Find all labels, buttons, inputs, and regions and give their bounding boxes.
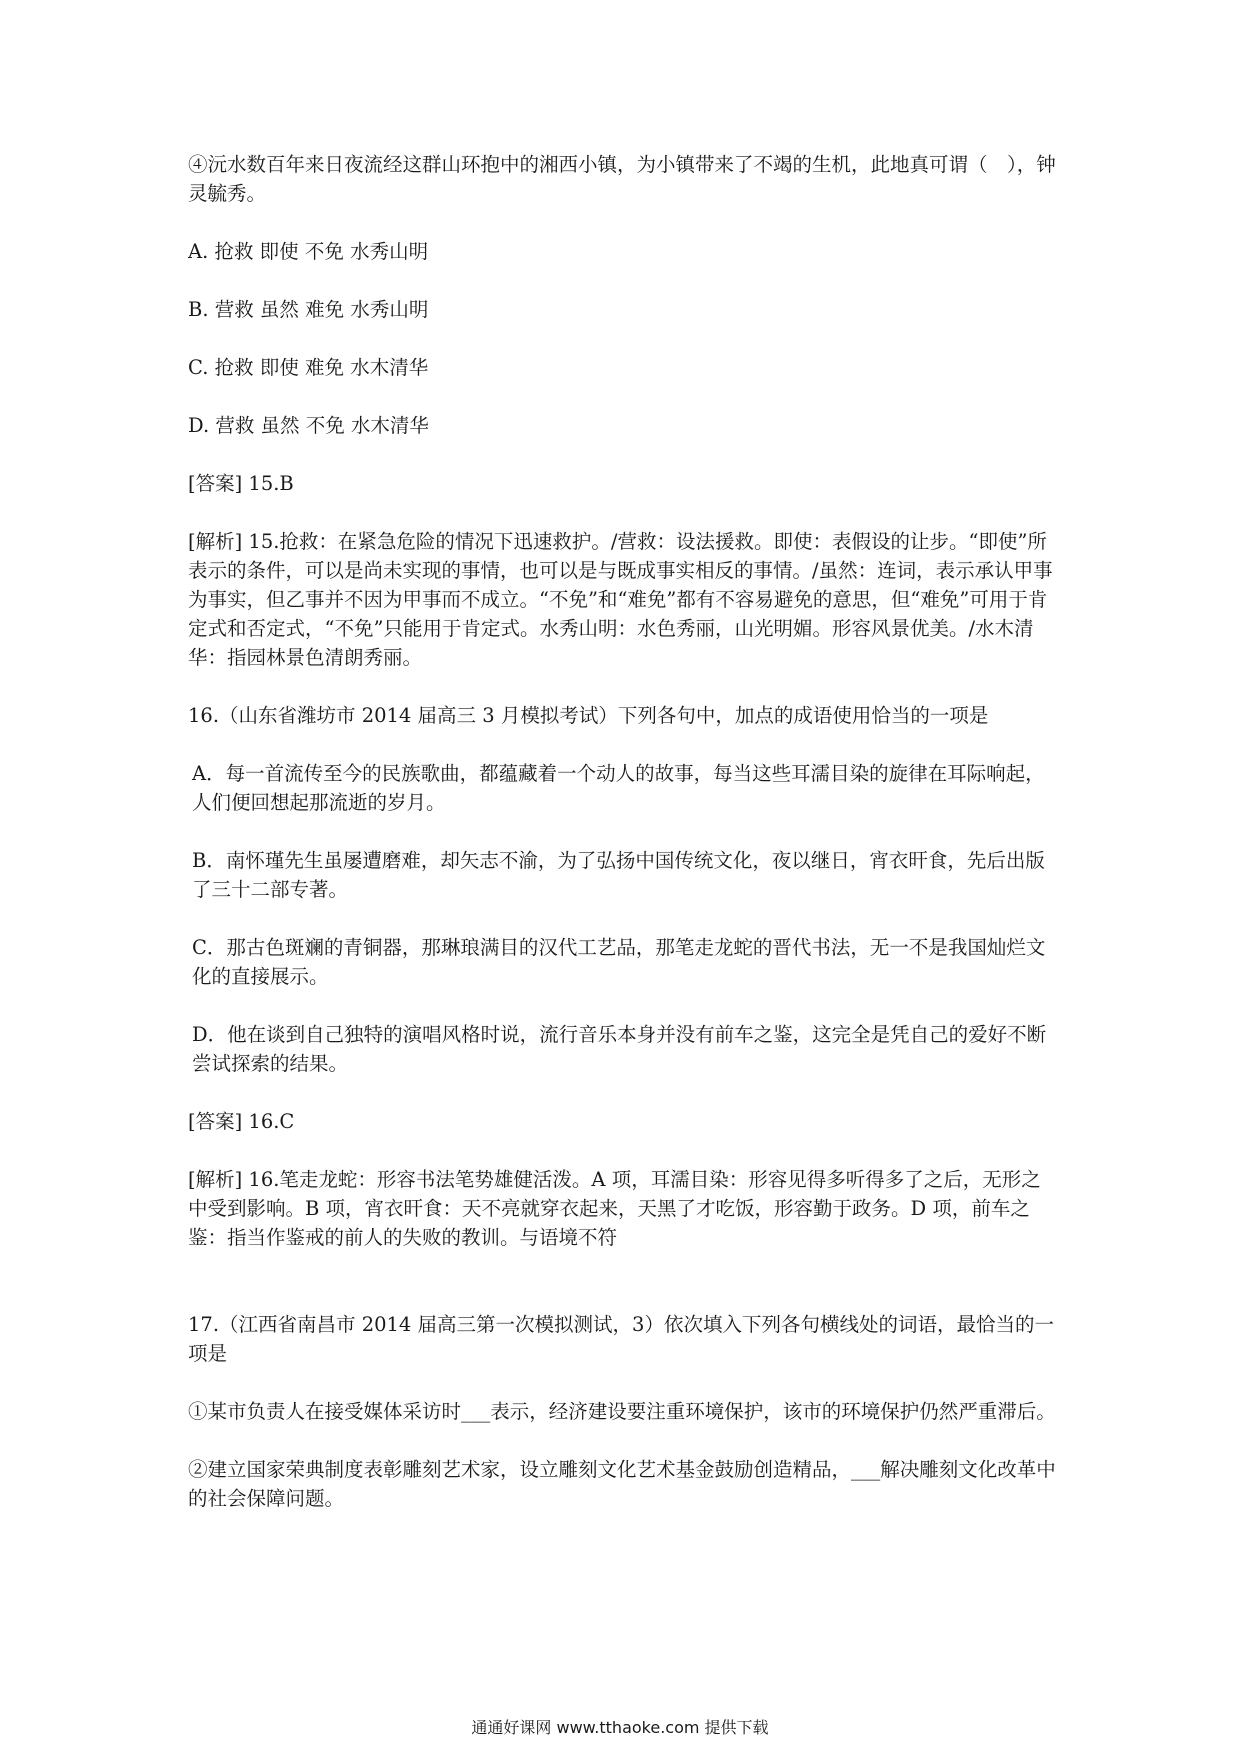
q15-answer: [答案] 15.B [188, 472, 294, 495]
q17-stem: 17.（江西省南昌市 2014 届高三第一次模拟测试，3）依次填入下列各句横线处的词语，最恰当的一项是 [188, 1313, 1054, 1365]
q16-option-c: C．那古色斑斓的青铜器，那琳琅满目的汉代工艺品，那笔走龙蛇的晋代书法，无一不是我国灿烂文化的直接展示。 [192, 936, 1046, 988]
q17-item-1: ①某市负责人在接受媒体采访时___表示，经济建设要注重环境保护，该市的环境保护仍然严重滞后。 [188, 1400, 1056, 1423]
q16-stem: 16.（山东省潍坊市 2014 届高三 3 月模拟考试）下列各句中，加点的成语使用恰当的一项是 [188, 704, 989, 727]
q15-analysis: [解析] 15.抢救：在紧急危险的情况下迅速救护。/营救：设法援救。即使：表假设的让步。“即使”所表示的条件，可以是尚未实现的事情，也可以是与既成事实相反的事情。/虽然：连词，表示承认甲事为事实，但乙事并不因为甲事而不成立。“不免”和“难免”都有不容易避免的意思，但“难免”可用于肯定式和否定式，“不免”只能用于肯定式。水秀山明：水色秀丽，山光明媚。形容风景优美。/水木清华：指园林景色清朗秀丽。 [188, 530, 1053, 669]
q17-item-2: ②建立国家荣典制度表彰雕刻艺术家，设立雕刻文化艺术基金鼓励创造精品，___解决雕刻文化改革中的社会保障问题。 [188, 1458, 1056, 1510]
q15-option-a: A. 抢救 即使 不免 水秀山明 [188, 240, 429, 263]
q15-stem-4: ④沅水数百年来日夜流经这群山环抱中的湘西小镇，为小镇带来了不竭的生机，此地真可谓（ ），钟灵毓秀。 [188, 153, 1056, 205]
q15-option-d: D. 营救 虽然 不免 水木清华 [188, 414, 429, 437]
q15-option-b: B. 营救 虽然 难免 水秀山明 [188, 298, 429, 321]
q16-option-d: D．他在谈到自己独特的演唱风格时说，流行音乐本身并没有前车之鉴，这完全是凭自己的爱好不断尝试探索的结果。 [192, 1023, 1047, 1075]
page-content [188, 150, 1058, 1542]
q16-analysis: [解析] 16.笔走龙蛇：形容书法笔势雄健活泼。A 项，耳濡目染：形容见得多听得多了之后，无形之中受到影响。B 项，宵衣旰食：天不亮就穿衣起来，天黑了才吃饭，形容勤于政务。D 项，前车之鉴：指当作鉴戒的前人的失败的教训。与语境不符 [188, 1168, 1041, 1249]
q15-option-c: C. 抢救 即使 难免 水木清华 [188, 356, 429, 379]
page-footer: 通通好课网 www.tthaoke.com 提供下载 [471, 1718, 769, 1737]
q16-option-b: B．南怀瑾先生虽屡遭磨难，却矢志不渝，为了弘扬中国传统文化，夜以继日，宵衣旰食，先后出版了三十二部专著。 [192, 849, 1045, 901]
blank-line [188, 1281, 1058, 1310]
q16-answer: [答案] 16.C [188, 1110, 295, 1133]
q16-option-a: A．每一首流传至今的民族歌曲，都蕴藏着一个动人的故事，每当这些耳濡目染的旋律在耳际响起，人们便回想起那流逝的岁月。 [192, 762, 1045, 814]
